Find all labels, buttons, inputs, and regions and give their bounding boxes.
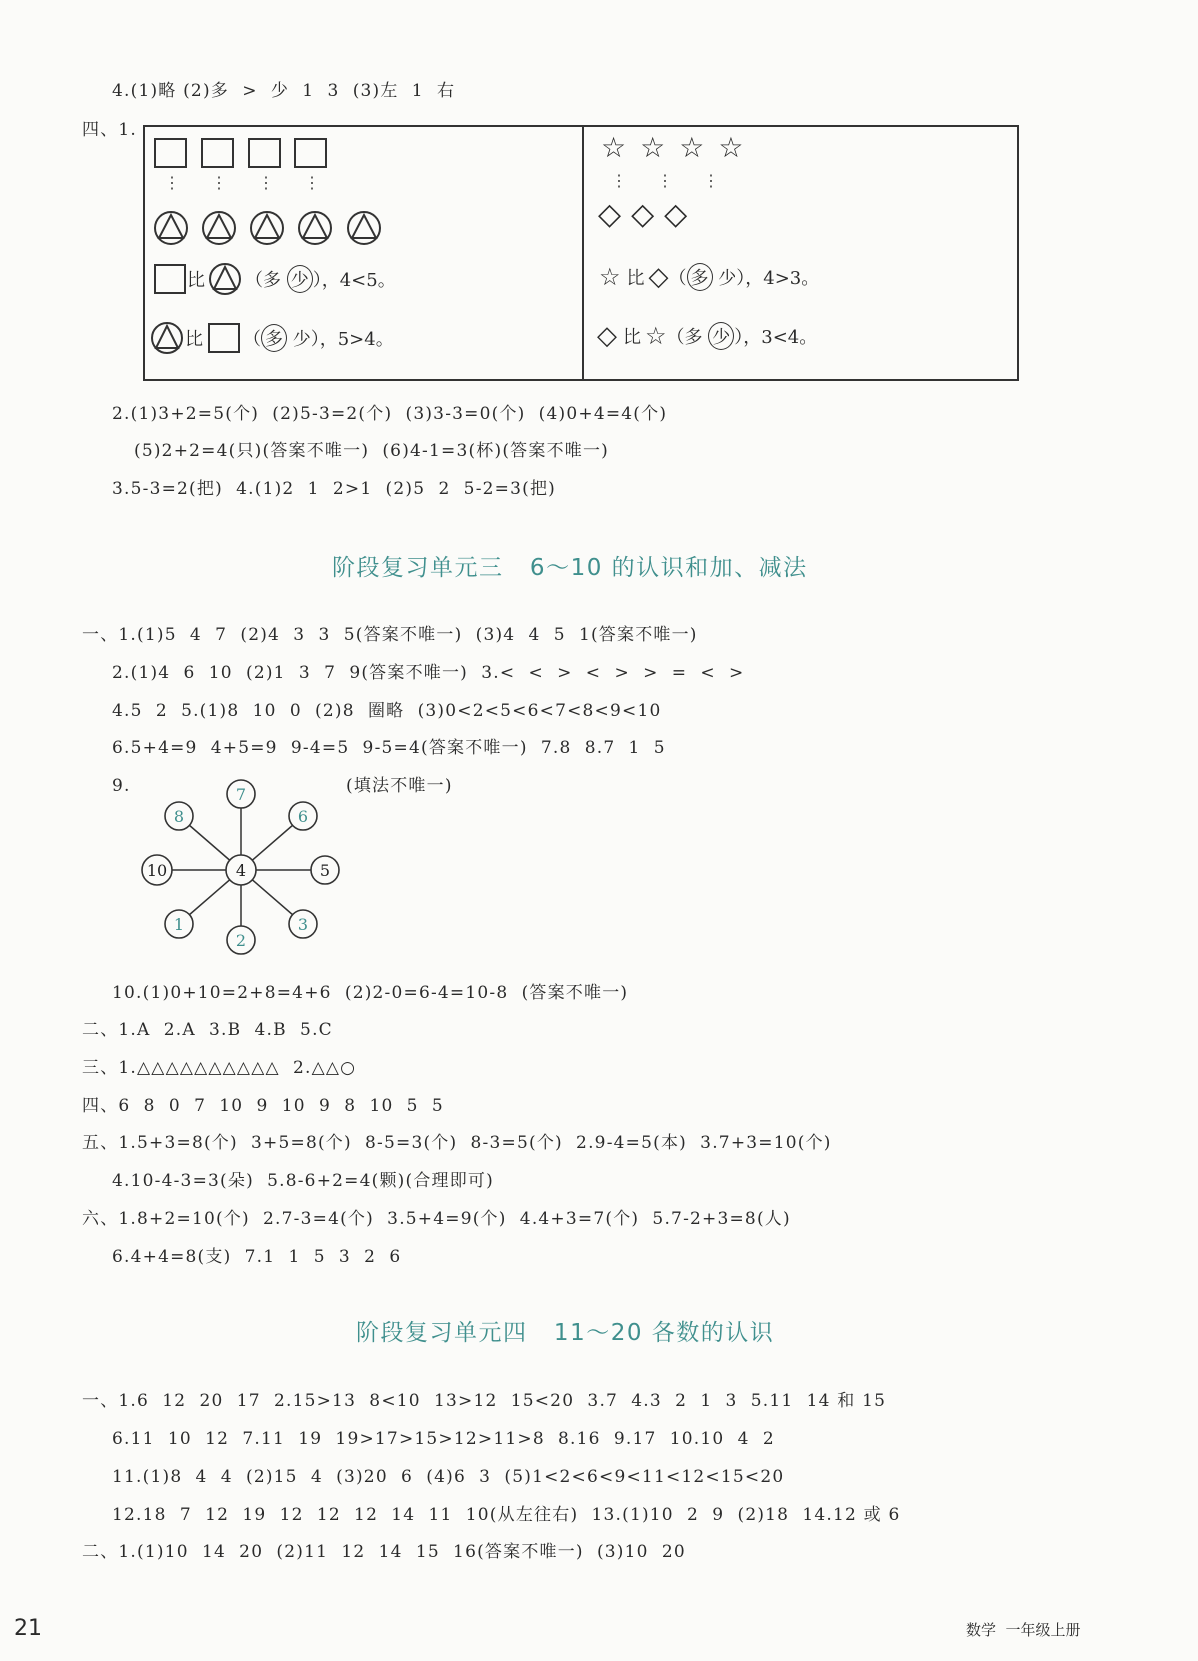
colon-icon: ⋮ <box>164 173 180 192</box>
unit-heading: 阶段复习单元四 11～20 各数的认识 <box>356 1320 775 1346</box>
wheel-node <box>165 802 193 830</box>
colon-icon: ⋮ <box>304 173 320 192</box>
colon-icon: ⋮ <box>657 171 673 190</box>
circled-triangle-icon <box>251 212 283 244</box>
answer-line: 11.(1)8 4 4 (2)15 4 (3)20 6 (4)6 3 (5)1<2<6<9<11<12<15<20 <box>112 1467 785 1487</box>
wheel-number: 7 <box>235 785 247 804</box>
circled-answer: 少 <box>708 322 734 350</box>
wheel-number: 1 <box>173 915 185 934</box>
square-icon <box>203 322 243 354</box>
circled-triangle-icon <box>205 262 245 296</box>
star-icon: ☆ <box>645 322 667 350</box>
answer-line: 6.11 10 12 7.11 19 19>17>15>12>11>8 8.16 9.17 10.10 4 2 <box>112 1429 775 1449</box>
choice-open: （ <box>668 268 687 289</box>
compare-result: 少），5>4。 <box>287 329 394 350</box>
wheel-number: 5 <box>319 861 331 880</box>
answer-line: 2.(1)4 6 10 (2)1 3 7 9(答案不唯一) 3.< < > < > > = < > <box>112 663 745 683</box>
star-icon: ☆ <box>599 263 621 291</box>
wheel-number: 2 <box>235 931 247 950</box>
wheel-number: 3 <box>297 915 309 934</box>
wheel-node <box>289 910 317 938</box>
star-icon: ☆ <box>718 131 758 164</box>
answer-line: 五、1.5+3=8(个) 3+5=8(个) 8-5=3(个) 8-3=5(个) 2.9-4=5(本) 3.7+3=10(个) <box>82 1133 832 1153</box>
colon-icon: ⋮ <box>258 173 274 192</box>
star-row <box>601 131 757 164</box>
diamond-row <box>598 197 697 232</box>
square-icon <box>249 139 280 167</box>
answer-line: 一、1.(1)5 4 7 (2)4 3 3 5(答案不唯一) (3)4 4 5 1(答案不唯一) <box>82 625 698 645</box>
square-icon <box>295 139 326 167</box>
compare-result: 少），4>3。 <box>712 268 820 289</box>
number-wheel <box>138 776 358 956</box>
square-row <box>155 139 326 167</box>
diamond-icon: ◇ <box>597 321 617 351</box>
triangle-circle-row <box>155 212 380 244</box>
wheel-node <box>311 856 339 884</box>
footer-subject: 数学 一年级上册 <box>966 1621 1081 1639</box>
colon-icon: ⋮ <box>611 171 627 190</box>
answer-line: 二、1.A 2.A 3.B 4.B 5.C <box>82 1020 333 1040</box>
choice-open: （ <box>243 329 261 350</box>
circled-answer: 少 <box>287 265 313 293</box>
unit-heading: 阶段复习单元三 6～10 的认识和加、减法 <box>332 555 808 581</box>
circled-triangle-icon <box>155 212 187 244</box>
wheel-number: 8 <box>173 807 185 826</box>
answer-note: (填法不唯一) <box>346 776 453 796</box>
answer-line: 6.4+4=8(支) 7.1 1 5 3 2 6 <box>112 1247 402 1267</box>
answer-line: 一、1.6 12 20 17 2.15>13 8<10 13>12 15<20 3.7 4.3 2 1 3 5.11 14 和 15 <box>82 1391 887 1411</box>
wheel-node <box>227 926 255 954</box>
answer-line: 6.5+4=9 4+5=9 9-4=5 9-5=4(答案不唯一) 7.8 8.7 1 5 <box>112 738 666 758</box>
answer-line: (5)2+2=4(只)(答案不唯一) (6)4-1=3(杯)(答案不唯一) <box>134 441 609 461</box>
compare-result: ），4<5。 <box>312 270 396 291</box>
compare-word: 比 <box>187 270 205 291</box>
star-icon: ☆ <box>679 131 719 164</box>
comparison-row <box>149 321 394 355</box>
wheel-number: 10 <box>146 861 168 880</box>
answer-line: 4.10-4-3=3(朵) 5.8-6+2=4(颗)(合理即可) <box>112 1171 494 1191</box>
choice-text: （多 <box>666 327 709 348</box>
comparison-box <box>143 125 1019 381</box>
circled-triangle-icon <box>299 212 331 244</box>
colon-icon: ⋮ <box>211 173 227 192</box>
wheel-node <box>142 855 172 885</box>
square-icon <box>153 263 187 295</box>
compare-word: 比 <box>626 268 645 289</box>
wheel-node <box>165 910 193 938</box>
wheel-node <box>289 802 317 830</box>
circled-triangle-icon <box>348 212 380 244</box>
answer-line: 12.18 7 12 19 12 12 12 14 11 10(从左往右) 13.(1)10 2 9 (2)18 14.12 或 6 <box>112 1505 901 1525</box>
answer-line: 9. <box>112 776 131 796</box>
diamond-icon: ◇ <box>598 197 632 232</box>
square-icon <box>155 139 186 167</box>
circled-answer: 多 <box>687 263 713 291</box>
page-number: 21 <box>14 1616 42 1641</box>
colon-icon: ⋮ <box>703 171 719 190</box>
wheel-number: 6 <box>297 807 309 826</box>
compare-word: 比 <box>623 327 641 348</box>
wheel-node <box>227 780 255 808</box>
answer-line: 10.(1)0+10=2+8=4+6 (2)2-0=6-4=10-8 (答案不唯一) <box>112 983 629 1003</box>
answer-line: 4.5 2 5.(1)8 10 0 (2)8 圈略 (3)0<2<5<6<7<8<9<10 <box>112 701 662 721</box>
comparison-row <box>599 262 819 292</box>
diamond-icon: ◇ <box>664 197 698 232</box>
answer-line: 2.(1)3+2=5(个) (2)5-3=2(个) (3)3-3=0(个) (4)0+4=4(个) <box>112 404 668 424</box>
diamond-icon: ◇ <box>631 197 665 232</box>
square-icon <box>202 139 233 167</box>
box-divider <box>582 127 584 379</box>
answer-line: 六、1.8+2=10(个) 2.7-3=4(个) 3.5+4=9(个) 4.4+3=7(个) 5.7-2+3=8(人) <box>82 1209 791 1229</box>
diamond-icon: ◇ <box>648 262 669 292</box>
star-icon: ☆ <box>601 131 641 164</box>
comparison-row <box>153 262 396 296</box>
circled-triangle-icon <box>149 321 185 355</box>
section-label: 四、1. <box>82 120 138 140</box>
answer-line: 3.5-3=2(把) 4.(1)2 1 2>1 (2)5 2 5-2=3(把) <box>112 479 556 499</box>
comparison-row <box>597 321 817 351</box>
choice-text: （多 <box>245 270 287 291</box>
wheel-node-center <box>226 855 256 885</box>
compare-word: 比 <box>185 329 203 350</box>
star-icon: ☆ <box>640 131 680 164</box>
answer-line: 四、6 8 0 7 10 9 10 9 8 10 5 5 <box>82 1096 444 1116</box>
compare-result: ），3<4。 <box>734 327 818 348</box>
answer-line: 二、1.(1)10 14 20 (2)11 12 14 15 16(答案不唯一) (3)10 20 <box>82 1542 686 1562</box>
answer-line: 三、1.△△△△△△△△△△ 2.△△○ <box>82 1058 357 1078</box>
wheel-number: 4 <box>235 861 247 880</box>
circled-triangle-icon <box>203 212 235 244</box>
answer-line: 4.(1)略 (2)多 > 少 1 3 (3)左 1 右 <box>112 81 456 101</box>
circled-answer: 多 <box>261 324 287 352</box>
